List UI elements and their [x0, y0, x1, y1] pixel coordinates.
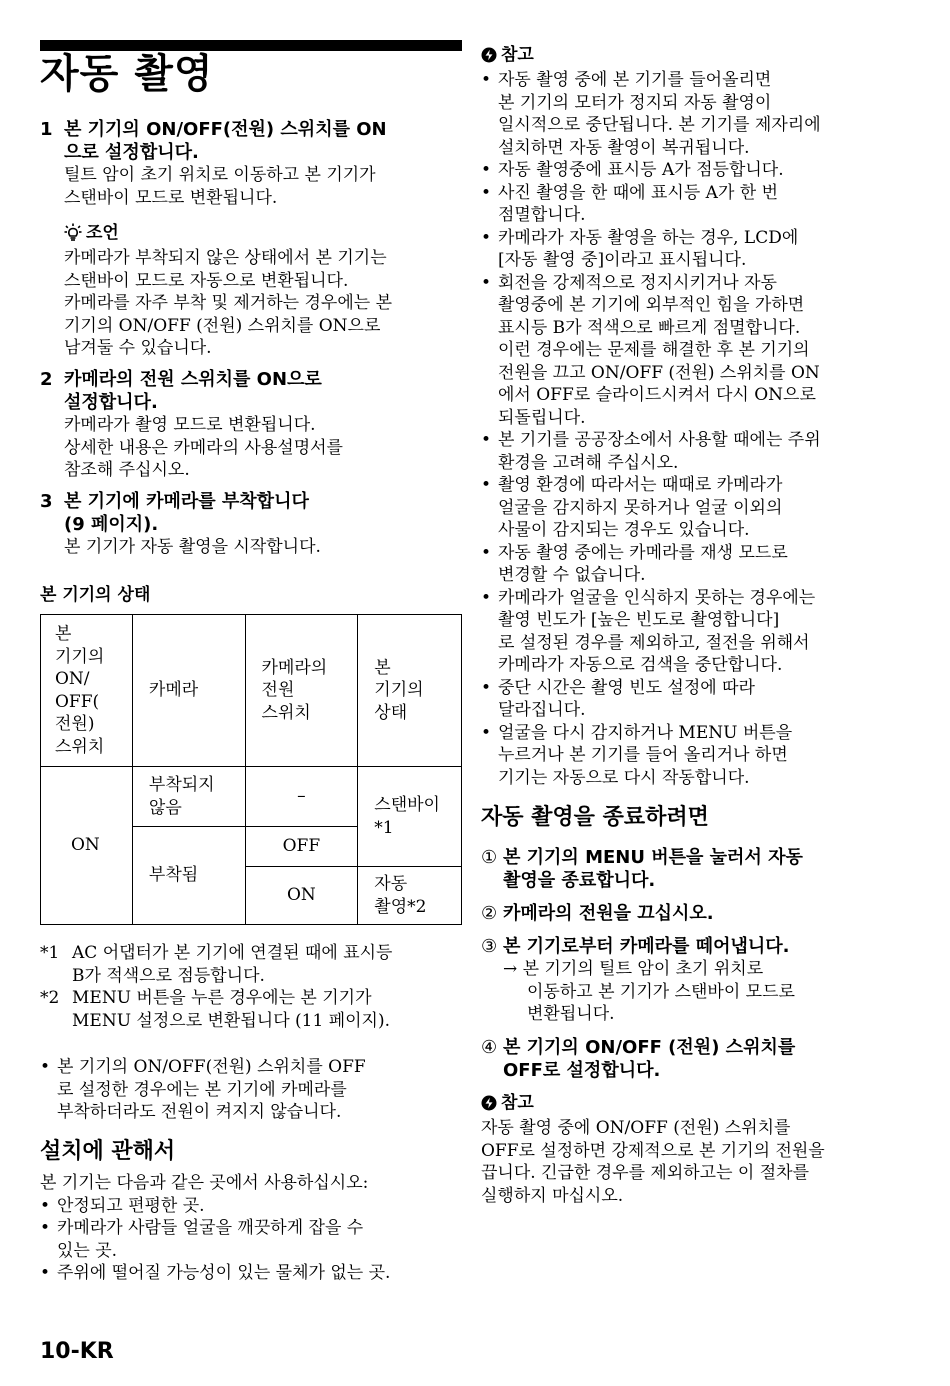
footnote-mark: *1 — [40, 943, 60, 963]
item-line: 에서 OFF로 슬라이드시켜서 다시 ON으로 — [498, 385, 816, 405]
step-circle-number: ① — [481, 847, 498, 868]
item-line: 사물이 감지되는 경우도 있습니다. — [498, 520, 750, 540]
step-2-head-line-1: 카메라의 전원 스위치를 ON으로 — [64, 369, 322, 390]
item-line: 표시등 B가 적색으로 빠르게 점멸합니다. — [498, 317, 801, 338]
note-label: 참고 — [501, 45, 534, 65]
step-line: 본 기기로부터 카메라를 떼어냅니다. — [503, 936, 790, 957]
footnote — [40, 987, 470, 1032]
item-line: • 카메라가 자동 촬영을 하는 경우, LCD에 — [498, 227, 799, 248]
end-step-2 — [481, 902, 906, 925]
tip-line-5: 남겨둘 수 있습니다. — [64, 338, 212, 358]
step-number: 1 — [40, 119, 53, 140]
step-3-head-line-1: 본 기기에 카메라를 부착합니다 — [64, 491, 309, 512]
tip-line-3: 카메라를 자주 부착 및 제거하는 경우에는 본 — [64, 293, 393, 313]
footnote-line: MENU 설정으로 변환됩니다 (11 페이지). — [72, 1010, 390, 1031]
install-section — [40, 1138, 470, 1285]
list-item — [481, 227, 906, 272]
table-cell-not-attached: 부착되지 않음 — [132, 767, 245, 827]
step-1-body-line-2: 스탠바이 모드로 변환됩니다. — [64, 187, 278, 208]
item-line: • 자동 촬영 중에는 카메라를 재생 모드로 — [498, 542, 788, 563]
item-line: 촬영 빈도가 [높은 빈도로 촬영합니다] — [498, 610, 780, 630]
step-3 — [40, 490, 462, 559]
note-line: • 본 기기의 ON/OFF(전원) 스위치를 OFF — [57, 1057, 366, 1077]
item-line: 카메라가 자동으로 검색을 중단합니다. — [498, 655, 783, 675]
end-step-3 — [481, 935, 906, 958]
list-item — [481, 69, 906, 159]
item-line: 촬영중에 본 기기에 외부적인 힘을 가하면 — [498, 295, 805, 315]
step-3-body-line-1: 본 기기가 자동 촬영을 시작합니다. — [64, 537, 321, 557]
off-note — [40, 1056, 470, 1124]
list-item — [481, 182, 906, 227]
list-item — [481, 722, 906, 790]
install-heading: 설치에 관해서 — [40, 1139, 176, 1164]
list-item — [481, 474, 906, 542]
tip-line-4: 기기의 ON/OFF (전원) 스위치를 ON으로 — [64, 315, 381, 336]
item-line: 기기는 자동으로 다시 작동합니다. — [498, 767, 750, 788]
step-note-line: → 본 기기의 틸트 암이 초기 위치로 — [503, 959, 764, 979]
step-note-line: 변환됩니다. — [527, 1004, 615, 1024]
end-heading: 자동 촬영을 종료하려면 — [481, 805, 709, 830]
note-line: OFF로 설정하면 강제적으로 본 기기의 전원을 — [481, 1140, 825, 1161]
item-line: 점멸합니다. — [498, 205, 586, 225]
list-item — [40, 1056, 470, 1124]
step-line: 본 기기의 MENU 버튼을 눌러서 자동 — [503, 847, 803, 868]
item-line: 이런 경우에는 문제를 해결한 후 본 기기의 — [498, 340, 810, 360]
tip-line-2: 스탠바이 모드로 자동으로 변환됩니다. — [64, 270, 349, 291]
tip-label: 조언 — [86, 223, 119, 243]
footnote-line: B가 적색으로 점등합니다. — [72, 965, 265, 986]
item-line: • 자동 촬영 중에 본 기기를 들어올리면 — [498, 70, 772, 90]
item-line: 설치하면 자동 촬영이 복귀됩니다. — [498, 137, 750, 158]
item-line: • 안정되고 편평한 곳. — [57, 1195, 205, 1216]
table-cell-dash: – — [245, 767, 358, 827]
item-line: • 회전을 강제적으로 정지시키거나 자동 — [498, 272, 777, 293]
note-section-1 — [481, 44, 906, 789]
step-2 — [40, 368, 462, 482]
end-step-4 — [481, 1036, 906, 1082]
item-line: • 사진 촬영을 한 때에 표시등 A가 한 번 — [498, 182, 779, 203]
end-step-1 — [481, 846, 906, 892]
step-1 — [40, 118, 462, 209]
step-note-line: 이동하고 본 기기가 스탠바이 모드로 — [527, 981, 795, 1002]
footnote-line: AC 어댑터가 본 기기에 연결된 때에 표시등 — [72, 943, 393, 963]
table-cell-off: OFF — [245, 827, 358, 867]
item-line: 본 기기의 모터가 정지되 자동 촬영이 — [498, 92, 772, 113]
end-section — [481, 804, 906, 1082]
step-3-head-line-2: (9 페이지). — [64, 514, 159, 535]
item-line: • 중단 시간은 촬영 빈도 설정에 따라 — [498, 677, 755, 698]
step-line: 카메라의 전원을 끄십시오. — [503, 903, 714, 924]
note-label: 참고 — [501, 1093, 534, 1113]
step-1-head-line-1: 본 기기의 ON/OFF(전원) 스위치를 ON — [64, 119, 387, 140]
footnotes — [40, 942, 470, 1032]
note-icon — [481, 47, 497, 69]
item-line: • 카메라가 얼굴을 인식하지 못하는 경우에는 — [498, 587, 816, 608]
step-line: 본 기기의 ON/OFF (전원) 스위치를 — [503, 1036, 796, 1058]
step-number: 3 — [40, 491, 53, 512]
status-heading: 본 기기의 상태 — [40, 585, 151, 605]
step-number: 2 — [40, 369, 53, 390]
footnote — [40, 942, 470, 987]
item-line: 변경할 수 없습니다. — [498, 565, 646, 585]
item-line: 달라집니다. — [498, 700, 586, 720]
item-line: • 카메라가 사람들 얼굴을 깨끗하게 잡을 수 — [57, 1218, 364, 1238]
item-line: 로 설정된 경우를 제외하고, 절전을 위해서 — [498, 632, 810, 653]
table-header-device-status: 본 기기의 상태 — [358, 615, 462, 767]
note-line: 부착하더라도 전원이 켜지지 않습니다. — [57, 1102, 342, 1122]
list-item — [481, 587, 906, 677]
item-line: 되돌립니다. — [498, 407, 586, 428]
table-cell-standby: 스탠바이 *1 — [358, 767, 462, 867]
step-circle-number: ② — [481, 903, 498, 924]
item-line: 누르거나 본 기기를 들어 올리거나 하면 — [498, 745, 788, 765]
footnote-line: MENU 버튼을 누른 경우에는 본 기기가 — [72, 988, 372, 1008]
list-item — [481, 159, 906, 182]
note-line: 실행하지 마십시오. — [481, 1185, 624, 1206]
step-1-body-line-1: 틸트 암이 초기 위치로 이동하고 본 기기가 — [64, 165, 376, 185]
list-item — [481, 677, 906, 722]
note-line: 로 설정한 경우에는 본 기기에 카메라를 — [57, 1079, 347, 1100]
item-line: 환경을 고려해 주십시오. — [498, 452, 679, 473]
table-cell-auto: 자동 촬영*2 — [358, 867, 462, 925]
step-2-body-line-3: 참조해 주십시오. — [64, 460, 190, 480]
step-circle-number: ③ — [481, 936, 498, 957]
page-number: 10-KR — [40, 1339, 114, 1364]
item-line: • 촬영 환경에 따라서는 때때로 카메라가 — [498, 475, 783, 495]
list-item — [40, 1217, 470, 1262]
list-item — [40, 1262, 470, 1285]
item-line: 일시적으로 중단됩니다. 본 기기를 제자리에 — [498, 115, 821, 135]
tip-box — [64, 222, 464, 360]
step-2-body-line-2: 상세한 내용은 카메라의 사용설명서를 — [64, 437, 343, 458]
item-line: [자동 촬영 중]이라고 표시됩니다. — [498, 250, 747, 270]
note-icon — [481, 1095, 497, 1117]
table-header-switch: 본 기기의 ON/ OFF( 전원) 스위치 — [41, 615, 133, 767]
step-1-head-line-2: 으로 설정합니다. — [64, 142, 199, 163]
step-2-body-line-1: 카메라가 촬영 모드로 변환됩니다. — [64, 415, 316, 435]
lightbulb-icon — [64, 223, 82, 247]
list-item — [481, 429, 906, 474]
list-item — [40, 1195, 470, 1218]
table-cell-on-2: ON — [245, 867, 358, 925]
table-cell-attached: 부착됨 — [132, 827, 245, 925]
item-line: • 얼굴을 다시 감지하거나 MENU 버튼을 — [498, 722, 793, 743]
install-intro: 본 기기는 다음과 같은 곳에서 사용하십시오: — [40, 1173, 369, 1193]
note-section-2 — [481, 1092, 911, 1207]
item-line: • 주위에 떨어질 가능성이 있는 물체가 없는 곳. — [57, 1263, 391, 1283]
item-line: 있는 곳. — [57, 1240, 118, 1261]
step-line: 촬영을 종료합니다. — [503, 870, 656, 891]
table-header-camera: 카메라 — [132, 615, 245, 767]
item-line: • 본 기기를 공공장소에서 사용할 때에는 주위 — [498, 430, 821, 450]
list-item — [481, 542, 906, 587]
note-line: 끕니다. 긴급한 경우를 제외하고는 이 절차를 — [481, 1163, 810, 1183]
page-title: 자동 촬영 — [40, 51, 214, 97]
note-line: 자동 촬영 중에 ON/OFF (전원) 스위치를 — [481, 1118, 791, 1138]
footnote-mark: *2 — [40, 988, 60, 1008]
item-line: 얼굴을 감지하지 못하거나 얼굴 이외의 — [498, 497, 783, 518]
item-line: • 자동 촬영중에 표시등 A가 점등합니다. — [498, 160, 784, 180]
item-line: 전원을 끄고 ON/OFF (전원) 스위치를 ON — [498, 362, 820, 383]
end-step-3-note — [481, 958, 906, 1026]
table-cell-on: ON — [41, 767, 133, 925]
status-table — [40, 614, 462, 925]
step-2-head-line-2: 설정합니다. — [64, 392, 158, 413]
table-header-camera-power: 카메라의 전원 스위치 — [245, 615, 358, 767]
step-line: OFF로 설정합니다. — [503, 1059, 661, 1081]
step-circle-number: ④ — [481, 1036, 498, 1058]
tip-line-1: 카메라가 부착되지 않은 상태에서 본 기기는 — [64, 248, 387, 268]
list-item — [481, 272, 906, 430]
